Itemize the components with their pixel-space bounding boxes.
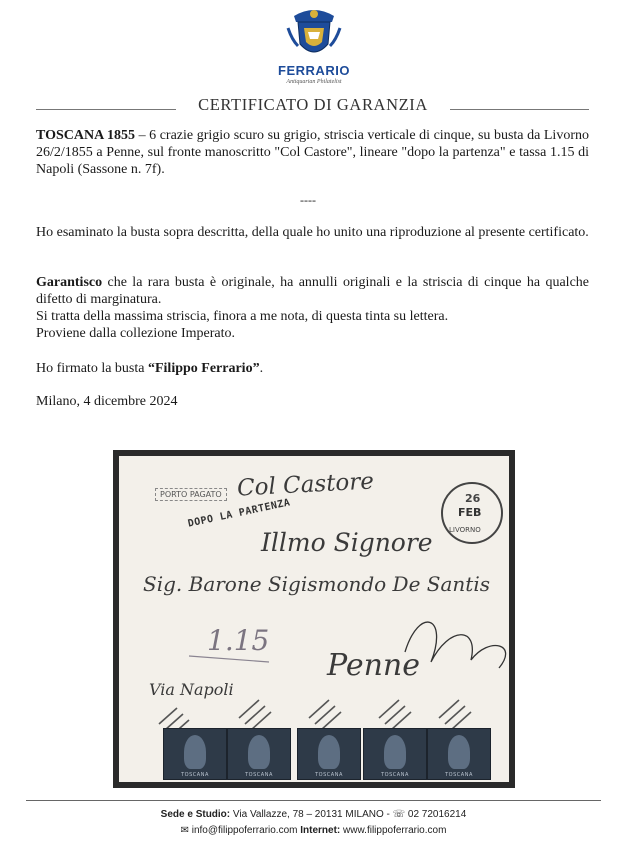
guarantee-block xyxy=(36,274,589,342)
certificate-title: CERTIFICATO DI GARANZIA xyxy=(198,95,428,114)
coat-of-arms-icon xyxy=(284,6,344,64)
lion-icon xyxy=(384,735,406,769)
destination-penne: Penne xyxy=(327,648,420,683)
signature-statement xyxy=(36,360,589,377)
item-details: – 6 crazie grigio scuro su grigio, striscia verticale di cinque, su busta da Livorno 26/2/1855 a Penne, sul fronte manoscritto "Col Castore", lineare "dopo la partenza" e tassa 1.15 di Napoli (Sassone n. 7f). xyxy=(36,128,589,177)
manuscript-col-castore: Col Castore xyxy=(236,468,375,502)
guarantee-keyword: Garantisco xyxy=(36,275,103,290)
tax-mark: 1.15 xyxy=(207,624,270,657)
title-rule-right xyxy=(450,109,589,110)
footer-address xyxy=(0,809,627,820)
place-date: Milano, 4 dicembre 2024 xyxy=(36,394,178,409)
stamp-label: TOSCANA xyxy=(181,772,209,778)
linear-cancel: DOPO LA PARTENZA xyxy=(186,497,292,530)
stamp-3 xyxy=(297,728,361,780)
cachet-mark: PORTO PAGATO xyxy=(155,488,227,501)
title-rule-left xyxy=(36,109,176,110)
title-row xyxy=(36,94,589,114)
envelope-icon: ✉ xyxy=(180,825,189,836)
examined-statement: Ho esaminato la busta sopra descritta, della quale ho unito una riproduzione al presente certificato. xyxy=(36,225,589,240)
separator: ---- xyxy=(300,193,316,207)
stamp-label: TOSCANA xyxy=(445,772,473,778)
guarantee-statement xyxy=(36,274,589,308)
stamp-label: TOSCANA xyxy=(315,772,343,778)
email-link[interactable]: info@filippoferrario.com xyxy=(191,825,298,836)
stamp-label: TOSCANA xyxy=(245,772,273,778)
address-line-1: Illmo Signore xyxy=(261,528,433,557)
provenance-note: Proviene dalla collezione Imperato. xyxy=(36,326,236,341)
lion-icon xyxy=(248,735,270,769)
signed-prefix: Ho firmato la busta xyxy=(36,361,148,376)
item-description xyxy=(36,127,589,178)
brand-name: FERRARIO xyxy=(278,63,350,78)
footer-contacts xyxy=(0,825,627,836)
stamp-2 xyxy=(227,728,291,780)
guarantee-text: che la rara busta è originale, ha annulli originali e la striscia di cinque ha qualche difetto di marginatura. xyxy=(36,275,589,307)
lion-icon xyxy=(184,735,206,769)
stamp-5 xyxy=(427,728,491,780)
postmark-day: 26 xyxy=(465,492,481,505)
postmark-city: LIVORNO xyxy=(449,526,481,534)
cover-photograph xyxy=(113,450,515,788)
website-link[interactable]: www.filippoferrario.com xyxy=(343,825,447,836)
brand-subtitle: Antiquarian Philatelist xyxy=(286,79,342,85)
postmark-month: FEB xyxy=(458,506,482,519)
stamp-label: TOSCANA xyxy=(381,772,409,778)
signer-name: “Filippo Ferrario” xyxy=(147,361,260,376)
stamp-4 xyxy=(363,728,427,780)
item-country-year: TOSCANA 1855 xyxy=(36,128,135,143)
stamp-1 xyxy=(163,728,227,780)
signed-suffix: . xyxy=(259,361,264,376)
route-via-napoli: Via Napoli xyxy=(149,680,234,699)
lion-icon xyxy=(318,735,340,769)
ferrario-logo xyxy=(270,6,358,86)
internet-label: Internet: xyxy=(300,825,341,836)
seat-label: Sede e Studio: xyxy=(160,809,231,820)
seat-address: Via Vallazze, 78 – 20131 MILANO - ☏ 02 72016214 xyxy=(232,809,467,820)
cover-envelope xyxy=(119,456,509,782)
footer-rule xyxy=(26,800,601,801)
maximum-strip-note: Si tratta della massima striscia, finora a me nota, di questa tinta su lettera. xyxy=(36,309,449,324)
address-line-2: Sig. Barone Sigismondo De Santis xyxy=(143,572,490,596)
lion-icon xyxy=(448,735,470,769)
